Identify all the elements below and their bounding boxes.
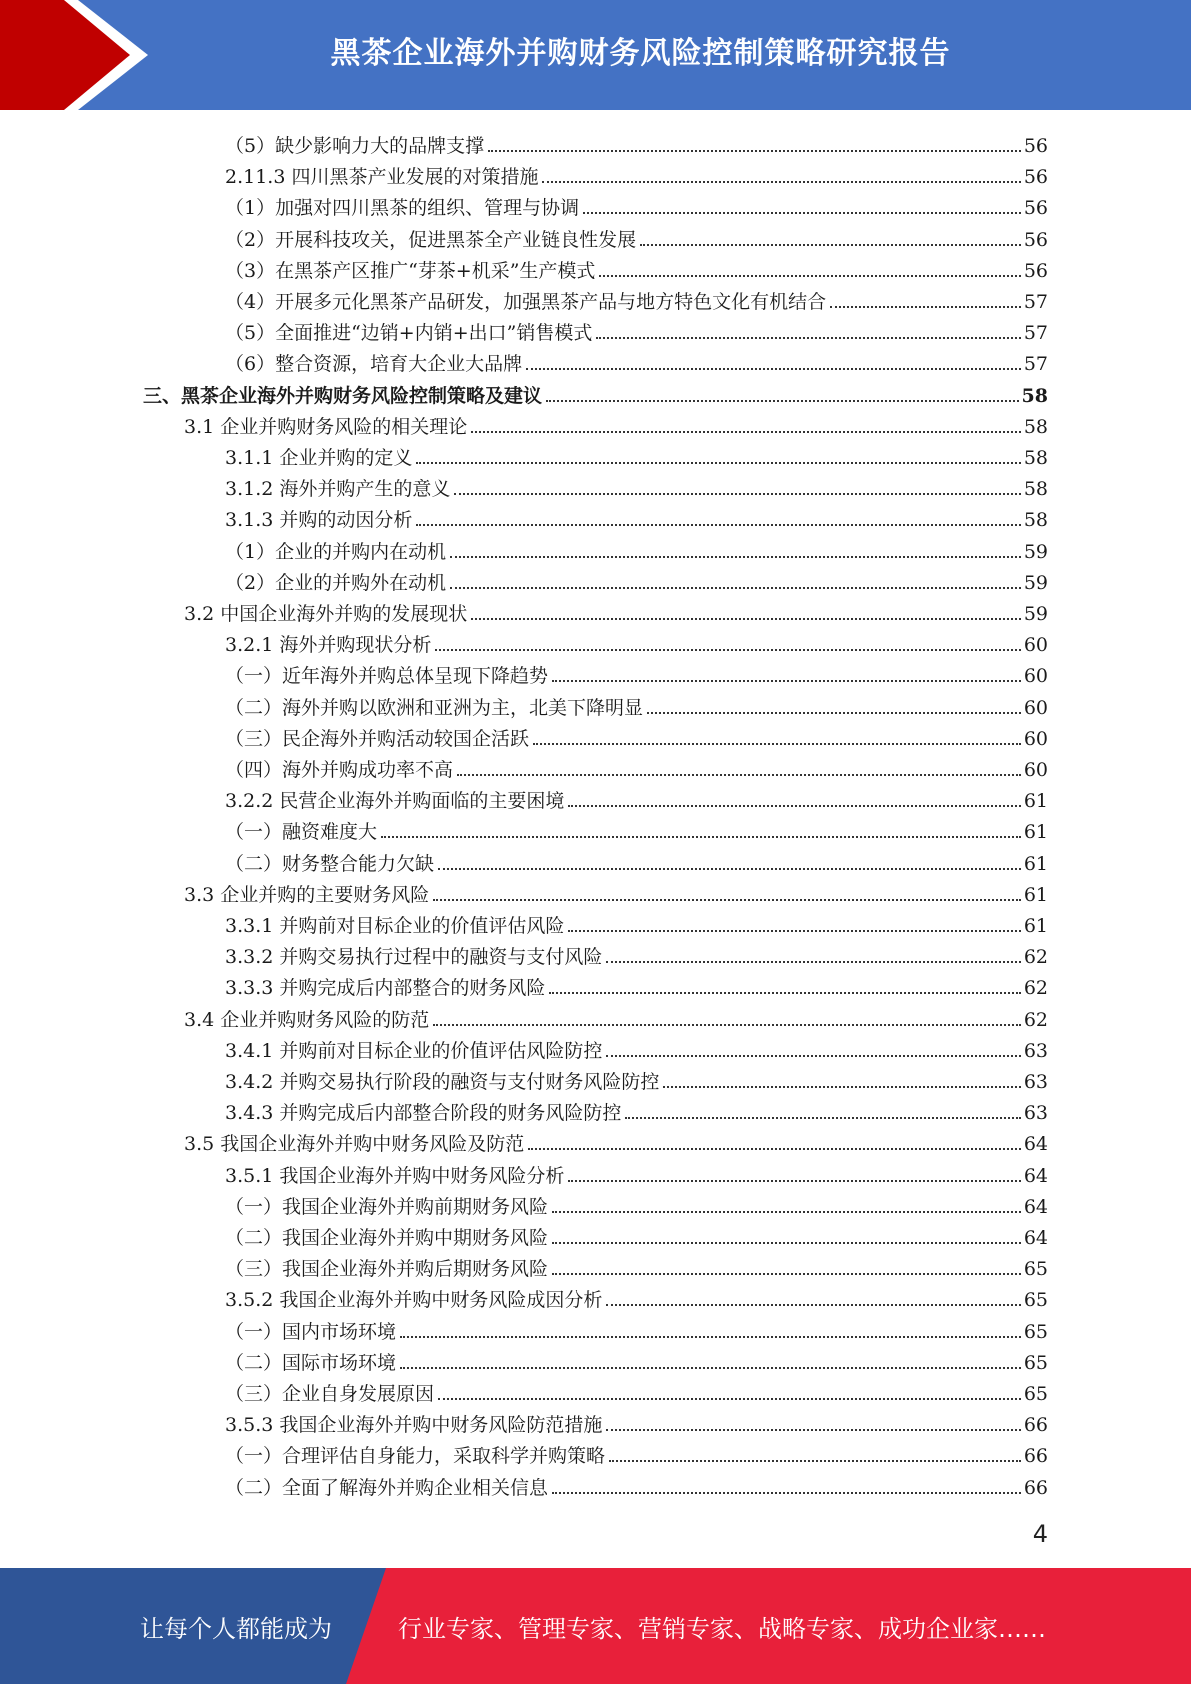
- toc-entry-title: （一）融资难度大: [225, 821, 378, 844]
- toc-entry-title: 3.1.2 海外并购产生的意义: [225, 478, 451, 501]
- toc-entry-title: （二）国际市场环境: [225, 1351, 397, 1374]
- toc-dot-leader: [400, 1367, 1021, 1369]
- toc-entry-page: 61: [1023, 852, 1048, 875]
- toc-entry-title: （6）整合资源，培育大企业大品牌: [225, 353, 523, 376]
- toc-entry-title: （三）企业自身发展原因: [225, 1383, 435, 1405]
- toc-entry-page: 62: [1023, 1008, 1048, 1031]
- toc-entry[interactable]: [184, 876, 1048, 907]
- toc-entry[interactable]: [225, 1094, 1048, 1125]
- toc-dot-leader: [596, 337, 1020, 339]
- toc-entry-page: 65: [1023, 1351, 1048, 1374]
- toc-dot-leader: [433, 899, 1021, 901]
- toc-dot-leader: [488, 150, 1021, 152]
- toc-dot-leader: [606, 1304, 1020, 1306]
- toc-dot-leader: [381, 836, 1021, 838]
- toc-entry[interactable]: [184, 1125, 1048, 1156]
- toc-entry[interactable]: [225, 158, 1048, 189]
- toc-entry[interactable]: [225, 1032, 1048, 1063]
- toc-entry-page: 59: [1023, 603, 1048, 625]
- toc-entry-title: 3.4.1 并购前对目标企业的价值评估风险防控: [225, 1039, 603, 1062]
- toc-entry[interactable]: [225, 314, 1048, 345]
- page-header: [0, 0, 1191, 110]
- toc-entry[interactable]: [225, 1469, 1048, 1500]
- toc-dot-leader: [606, 961, 1020, 963]
- toc-entry-page: 66: [1023, 1414, 1048, 1437]
- toc-entry[interactable]: [225, 1250, 1048, 1281]
- toc-entry[interactable]: [225, 969, 1048, 1000]
- toc-entry[interactable]: [225, 1219, 1048, 1250]
- toc-dot-leader: [416, 462, 1020, 464]
- toc-dot-leader: [663, 1086, 1020, 1088]
- toc-entry[interactable]: [225, 813, 1048, 844]
- toc-dot-leader: [438, 868, 1021, 870]
- toc-entry-title: 3.5 我国企业海外并购中财务风险及防范: [184, 1133, 525, 1156]
- toc-entry-page: 63: [1023, 1071, 1048, 1093]
- toc-entry-page: 60: [1023, 634, 1048, 657]
- toc-dot-leader: [454, 493, 1020, 495]
- toc-entry-page: 58: [1023, 447, 1048, 469]
- toc-entry-title: （1）企业的并购内在动机: [225, 540, 447, 563]
- toc-entry-page: 59: [1023, 540, 1048, 563]
- toc-entry-page: 62: [1023, 946, 1048, 969]
- toc-entry-page: 61: [1023, 790, 1048, 813]
- toc-dot-leader: [609, 1460, 1021, 1462]
- toc-dot-leader: [647, 712, 1021, 714]
- toc-entry-title: （2）开展科技攻关，促进黑茶全产业链良性发展: [225, 228, 637, 251]
- toc-entry-title: （二）财务整合能力欠缺: [225, 852, 435, 875]
- toc-entry-title: （一）我国企业海外并购前期财务风险: [225, 1195, 549, 1218]
- toc-entry-title: （三）民企海外并购活动较国企活跃: [225, 727, 530, 750]
- toc-entry-page: 61: [1023, 915, 1048, 937]
- toc-entry-title: （2）企业的并购外在动机: [225, 571, 447, 594]
- toc-dot-leader: [549, 992, 1020, 994]
- toc-dot-leader: [450, 556, 1021, 558]
- toc-entry[interactable]: [225, 533, 1048, 564]
- footer-slogan-right: 行业专家、管理专家、营销专家、战略专家、成功企业家……: [398, 1614, 1046, 1643]
- toc-entry[interactable]: [225, 1406, 1048, 1437]
- toc-entry[interactable]: [225, 907, 1048, 938]
- toc-dot-leader: [433, 1024, 1021, 1026]
- toc-entry[interactable]: [225, 439, 1048, 470]
- toc-entry[interactable]: [143, 377, 1048, 408]
- toc-entry-title: 3.5.1 我国企业海外并购中财务风险分析: [225, 1164, 565, 1187]
- toc-dot-leader: [552, 1242, 1021, 1244]
- toc-entry-page: 58: [1021, 384, 1048, 407]
- toc-entry-page: 65: [1023, 1383, 1048, 1405]
- toc-entry[interactable]: [225, 1437, 1048, 1468]
- toc-dot-leader: [438, 1398, 1021, 1400]
- toc-entry[interactable]: [225, 720, 1048, 751]
- toc-entry[interactable]: [225, 1313, 1048, 1344]
- toc-entry-page: 64: [1023, 1227, 1048, 1249]
- toc-entry-page: 63: [1023, 1039, 1048, 1062]
- footer-slogan-left: 让每个人都能成为: [140, 1614, 332, 1643]
- toc-entry-page: 62: [1023, 977, 1048, 1000]
- toc-entry-title: （一）合理评估自身能力，采取科学并购策略: [225, 1445, 606, 1468]
- toc-entry-title: 3.3.1 并购前对目标企业的价值评估风险: [225, 915, 565, 937]
- toc-entry-title: 3.2.1 海外并购现状分析: [225, 634, 432, 657]
- toc-dot-leader: [568, 930, 1020, 932]
- toc-dot-leader: [457, 774, 1021, 776]
- toc-dot-leader: [552, 680, 1021, 682]
- toc-dot-leader: [450, 587, 1021, 589]
- toc-dot-leader: [640, 244, 1021, 246]
- toc-entry-page: 56: [1023, 259, 1048, 282]
- toc-entry-page: 61: [1023, 883, 1048, 906]
- toc-entry-page: 61: [1023, 821, 1048, 844]
- toc-entry-page: 56: [1023, 135, 1048, 157]
- toc-entry-title: （5）全面推进“边销+内销+出口”销售模式: [225, 322, 593, 345]
- toc-entry-page: 60: [1023, 696, 1048, 719]
- toc-entry-title: （三）我国企业海外并购后期财务风险: [225, 1258, 549, 1281]
- toc-entry-page: 60: [1023, 759, 1048, 781]
- toc-dot-leader: [568, 1180, 1020, 1182]
- toc-entry-title: （一）近年海外并购总体呈现下降趋势: [225, 665, 549, 688]
- toc-dot-leader: [552, 1273, 1021, 1275]
- toc-entry-page: 56: [1023, 197, 1048, 220]
- toc-entry-page: 64: [1023, 1164, 1048, 1187]
- toc-entry-title: 3.4.2 并购交易执行阶段的融资与支付财务风险防控: [225, 1071, 660, 1093]
- toc-entry-title: （四）海外并购成功率不高: [225, 759, 454, 781]
- toc-dot-leader: [471, 431, 1021, 433]
- toc-entry[interactable]: [225, 1188, 1048, 1219]
- toc-entry[interactable]: [225, 189, 1048, 220]
- toc-dot-leader: [552, 1492, 1021, 1494]
- toc-entry-page: 58: [1023, 509, 1048, 532]
- toc-entry[interactable]: [225, 252, 1048, 283]
- toc-dot-leader: [546, 400, 1019, 402]
- toc-entry-page: 66: [1023, 1445, 1048, 1468]
- toc-dot-leader: [625, 1117, 1020, 1119]
- toc-entry-title: （5）缺少影响力大的品牌支撑: [225, 135, 485, 157]
- toc-entry-page: 66: [1023, 1476, 1048, 1499]
- toc-entry-title: 3.3 企业并购的主要财务风险: [184, 883, 430, 906]
- toc-entry-title: 3.4.3 并购完成后内部整合阶段的财务风险防控: [225, 1102, 622, 1125]
- toc-dot-leader: [435, 649, 1020, 651]
- toc-entry[interactable]: [225, 782, 1048, 813]
- toc-dot-leader: [552, 1211, 1021, 1213]
- toc-dot-leader: [400, 1336, 1021, 1338]
- toc-entry-title: 3.4 企业并购财务风险的防范: [184, 1008, 430, 1031]
- toc-entry-page: 57: [1023, 322, 1048, 345]
- toc-entry-title: 3.1.3 并购的动因分析: [225, 509, 413, 532]
- toc-entry[interactable]: [225, 689, 1048, 720]
- toc-dot-leader: [526, 368, 1021, 370]
- toc-entry-title: 3.1.1 企业并购的定义: [225, 447, 413, 469]
- toc-entry[interactable]: [225, 283, 1048, 314]
- toc-entry[interactable]: [225, 564, 1048, 595]
- toc-dot-leader: [528, 1148, 1021, 1150]
- toc-entry[interactable]: [225, 221, 1048, 252]
- toc-entry-title: 3.5.2 我国企业海外并购中财务风险成因分析: [225, 1289, 603, 1312]
- toc-entry-page: 56: [1023, 228, 1048, 251]
- toc-entry-page: 59: [1023, 571, 1048, 594]
- toc-entry-title: 3.1 企业并购财务风险的相关理论: [184, 415, 468, 438]
- toc-dot-leader: [542, 181, 1020, 183]
- toc-entry-page: 60: [1023, 727, 1048, 750]
- toc-entry[interactable]: [225, 657, 1048, 688]
- toc-entry[interactable]: [225, 1344, 1048, 1375]
- toc-entry-title: 3.5.3 我国企业海外并购中财务风险防范措施: [225, 1414, 603, 1437]
- toc-entry[interactable]: [225, 345, 1048, 376]
- toc-entry[interactable]: [184, 595, 1048, 626]
- toc-entry-title: （4）开展多元化黑茶产品研发，加强黑茶产品与地方特色文化有机结合: [225, 291, 827, 313]
- toc-entry-page: 58: [1023, 478, 1048, 501]
- toc-dot-leader: [583, 212, 1021, 214]
- toc-entry-page: 57: [1023, 353, 1048, 376]
- toc-entry-page: 58: [1023, 415, 1048, 438]
- toc-entry[interactable]: [225, 501, 1048, 532]
- toc-entry-title: 2.11.3 四川黑茶产业发展的对策措施: [225, 166, 539, 189]
- toc-entry[interactable]: [225, 626, 1048, 657]
- toc-entry[interactable]: [184, 1001, 1048, 1032]
- toc-entry-title: 3.2 中国企业海外并购的发展现状: [184, 603, 468, 625]
- toc-dot-leader: [533, 743, 1021, 745]
- toc-entry[interactable]: [184, 408, 1048, 439]
- toc-entry-page: 64: [1023, 1133, 1048, 1156]
- toc-dot-leader: [606, 1429, 1020, 1431]
- toc-entry-title: 3.3.3 并购完成后内部整合的财务风险: [225, 977, 546, 1000]
- toc-entry-page: 65: [1023, 1258, 1048, 1281]
- toc-entry-page: 63: [1023, 1102, 1048, 1125]
- toc-entry-title: 三、黑茶企业海外并购财务风险控制策略及建议: [143, 384, 543, 407]
- toc-entry[interactable]: [225, 1281, 1048, 1312]
- toc-entry-page: 64: [1023, 1195, 1048, 1218]
- toc-dot-leader: [416, 524, 1020, 526]
- toc-entry-page: 65: [1023, 1320, 1048, 1343]
- toc-entry[interactable]: [225, 938, 1048, 969]
- toc-entry-title: 3.3.2 并购交易执行过程中的融资与支付风险: [225, 946, 603, 969]
- toc-entry-title: （二）我国企业海外并购中期财务风险: [225, 1227, 549, 1249]
- toc-entry[interactable]: [225, 470, 1048, 501]
- toc-entry[interactable]: [225, 1375, 1048, 1406]
- toc-dot-leader: [599, 275, 1020, 277]
- toc-entry-title: （二）海外并购以欧洲和亚洲为主，北美下降明显: [225, 696, 644, 719]
- toc-entry[interactable]: [225, 751, 1048, 782]
- toc-entry-page: 65: [1023, 1289, 1048, 1312]
- toc-entry-title: 3.2.2 民营企业海外并购面临的主要困境: [225, 790, 565, 813]
- toc-entry-title: （3）在黑茶产区推广“芽茶+机采”生产模式: [225, 259, 596, 282]
- toc-dot-leader: [568, 805, 1020, 807]
- toc-dot-leader: [830, 306, 1021, 308]
- toc-entry-page: 57: [1023, 291, 1048, 313]
- page-number: 4: [1032, 1520, 1048, 1548]
- page-footer: [0, 1568, 1191, 1684]
- toc-entry-title: （1）加强对四川黑茶的组织、管理与协调: [225, 197, 580, 220]
- toc-dot-leader: [606, 1055, 1020, 1057]
- toc-entry-page: 60: [1023, 665, 1048, 688]
- toc-entry-page: 56: [1023, 166, 1048, 189]
- toc-entry-title: （一）国内市场环境: [225, 1320, 397, 1343]
- toc-entry[interactable]: [225, 1063, 1048, 1094]
- toc-entry[interactable]: [225, 845, 1048, 876]
- toc-entry[interactable]: [225, 1157, 1048, 1188]
- toc-entry[interactable]: [225, 127, 1048, 158]
- header-arrow-icon: [0, 0, 160, 110]
- document-title: 黑茶企业海外并购财务风险控制策略研究报告: [330, 36, 951, 71]
- toc-entry-title: （二）全面了解海外并购企业相关信息: [225, 1476, 549, 1499]
- toc-dot-leader: [471, 618, 1021, 620]
